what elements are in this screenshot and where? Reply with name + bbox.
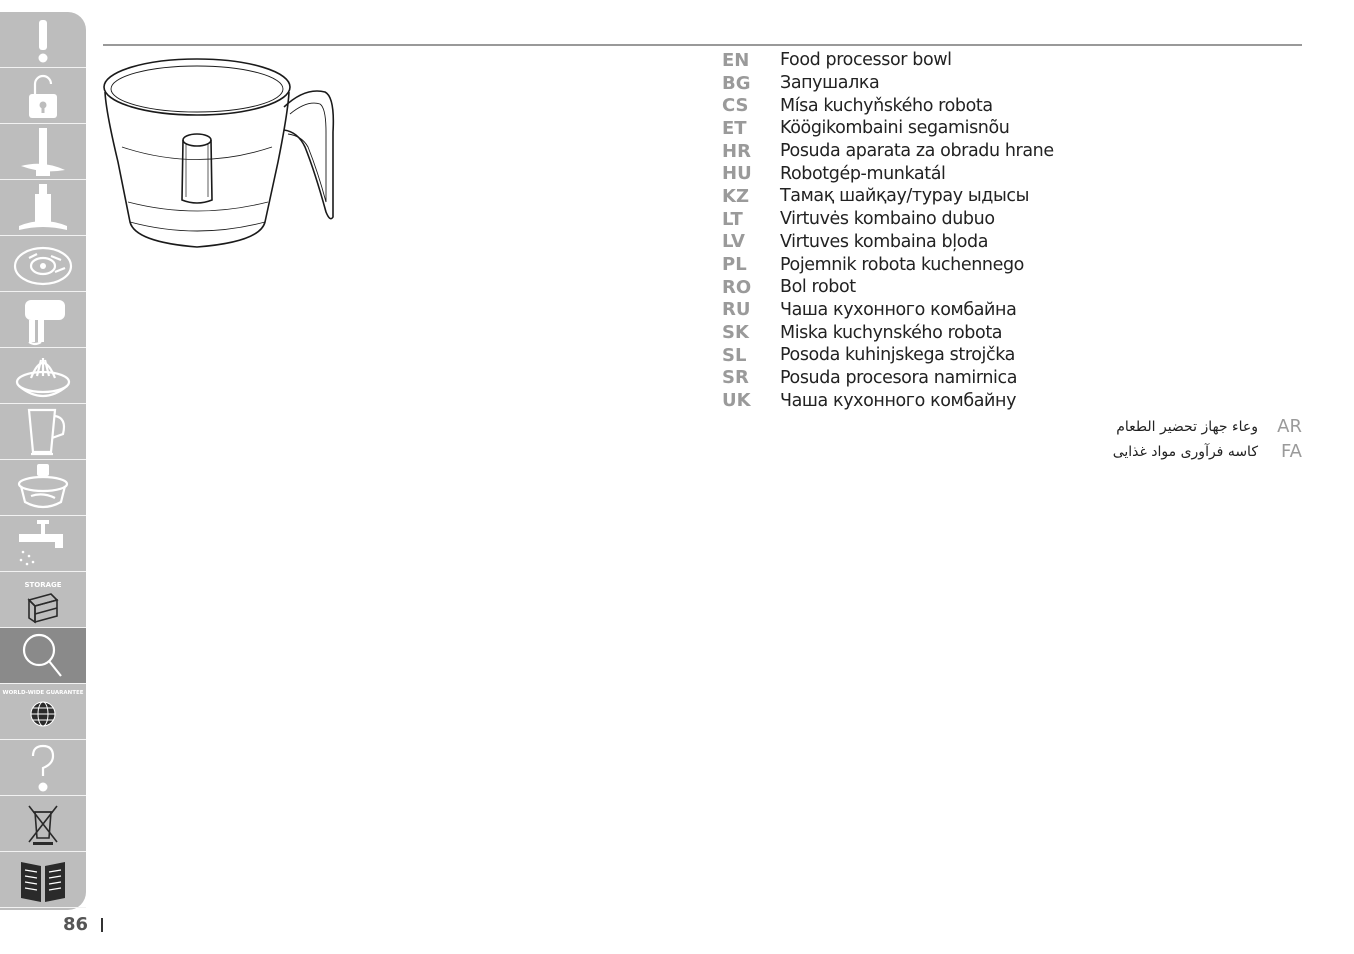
tab-citrus-press[interactable] — [0, 348, 86, 404]
language-text: Virtuves kombaina bļoda — [780, 231, 989, 252]
tab-user-manual[interactable] — [0, 852, 86, 908]
language-text: Posuda procesora namirnica — [780, 367, 1018, 388]
language-text: Posoda kuhinjskega strojčka — [780, 345, 1015, 366]
language-code: CS — [722, 95, 749, 117]
language-row-ro — [722, 276, 1054, 299]
magnifier-icon — [11, 630, 75, 682]
language-row-sr — [722, 367, 1054, 390]
language-row-hu — [722, 162, 1054, 185]
chopping-blade-icon — [11, 126, 75, 178]
language-code: LT — [722, 208, 743, 230]
language-code: ET — [722, 117, 747, 139]
language-code: KZ — [722, 185, 749, 207]
tab-kneading-tool[interactable] — [0, 180, 86, 236]
language-code: UK — [722, 390, 751, 412]
booklet-icon — [11, 854, 75, 906]
language-code: FA — [1280, 441, 1302, 462]
tab-chopping-blade[interactable] — [0, 124, 86, 180]
language-code: EN — [722, 49, 750, 71]
tab-troubleshooting[interactable] — [0, 740, 86, 796]
language-text: Mísa kuchyňského robota — [780, 95, 993, 116]
language-row-et — [722, 117, 1054, 140]
language-row-sl — [722, 344, 1054, 367]
language-text: Чаша кухонного комбайну — [780, 390, 1017, 411]
language-text: Food processor bowl — [780, 50, 952, 71]
tab-cleaning[interactable] — [0, 516, 86, 572]
language-row-pl — [722, 253, 1054, 276]
tab-ordering-accessories[interactable] — [0, 628, 86, 684]
language-row-en — [722, 49, 1054, 72]
section-tab-strip — [0, 12, 86, 910]
padlock-icon — [11, 70, 75, 122]
language-code: RU — [722, 299, 751, 321]
tab-safety[interactable] — [0, 12, 86, 68]
page-number-divider — [101, 918, 103, 932]
mini-chopper-icon — [11, 462, 75, 514]
language-code: SL — [722, 344, 747, 366]
language-row-ar — [1002, 414, 1302, 439]
language-row-lt — [722, 208, 1054, 231]
language-code: SK — [722, 322, 749, 344]
guarantee-label: WORLD-WIDE GUARANTEE — [2, 689, 84, 696]
hand-blender-icon — [11, 294, 75, 346]
tab-child-lock[interactable] — [0, 68, 86, 124]
tab-hand-blender[interactable] — [0, 292, 86, 348]
tab-slicing-disc[interactable] — [0, 236, 86, 292]
header-rule — [103, 44, 1302, 46]
language-text: Miska kuchynského robota — [780, 322, 1003, 343]
language-text: Чаша кухонного комбайна — [780, 299, 1017, 320]
tab-environment[interactable] — [0, 796, 86, 852]
question-mark-icon — [11, 742, 75, 794]
language-text: Bol robot — [780, 277, 856, 298]
language-code: HU — [722, 163, 752, 185]
language-text: وعاء جهاز تحضير الطعام — [1116, 418, 1258, 435]
language-text: Запушалка — [780, 73, 880, 94]
language-code: SR — [722, 367, 749, 389]
language-code: PL — [722, 254, 747, 276]
tab-blender-jar[interactable] — [0, 404, 86, 460]
language-row-cs — [722, 94, 1054, 117]
language-row-sk — [722, 321, 1054, 344]
language-text: کاسه فرآوری مواد غذایی — [1112, 443, 1258, 460]
language-row-ru — [722, 299, 1054, 322]
language-text: Posuda aparata za obradu hrane — [780, 141, 1054, 162]
crossed-bin-icon — [11, 798, 75, 850]
globe-guarantee-icon — [2, 686, 84, 738]
storage-box-icon — [11, 574, 75, 626]
language-code: HR — [722, 140, 751, 162]
rtl-language-list — [1002, 414, 1302, 464]
slicing-disc-icon — [11, 238, 75, 290]
language-row-uk — [722, 389, 1054, 412]
language-row-kz — [722, 185, 1054, 208]
tab-storage[interactable] — [0, 572, 86, 628]
citrus-press-icon — [11, 350, 75, 402]
language-row-lv — [722, 231, 1054, 254]
language-code: RO — [722, 276, 752, 298]
kneading-tool-icon — [11, 182, 75, 234]
exclamation-icon — [11, 14, 75, 66]
language-row-bg — [722, 72, 1054, 95]
water-tap-icon — [11, 518, 75, 570]
storage-label: STORAGE — [24, 580, 62, 589]
language-text: Robotgép-munkatál — [780, 163, 946, 184]
language-row-hr — [722, 140, 1054, 163]
language-list — [722, 49, 1054, 412]
tab-guarantee[interactable] — [0, 684, 86, 740]
language-text: Virtuvės kombaino dubuo — [780, 209, 995, 230]
language-row-fa — [1002, 439, 1302, 464]
food-processor-bowl-illustration — [100, 52, 340, 262]
tab-mini-chopper[interactable] — [0, 460, 86, 516]
page-number: 86 — [62, 914, 88, 935]
blender-jar-icon — [11, 406, 75, 458]
language-code: LV — [722, 231, 745, 253]
language-text: Köögikombaini segamisnõu — [780, 118, 1010, 139]
language-text: Тамақ шайқау/турау ыдысы — [780, 186, 1030, 207]
language-code: AR — [1277, 416, 1302, 437]
language-code: BG — [722, 72, 751, 94]
language-text: Pojemnik robota kuchennego — [780, 254, 1024, 275]
